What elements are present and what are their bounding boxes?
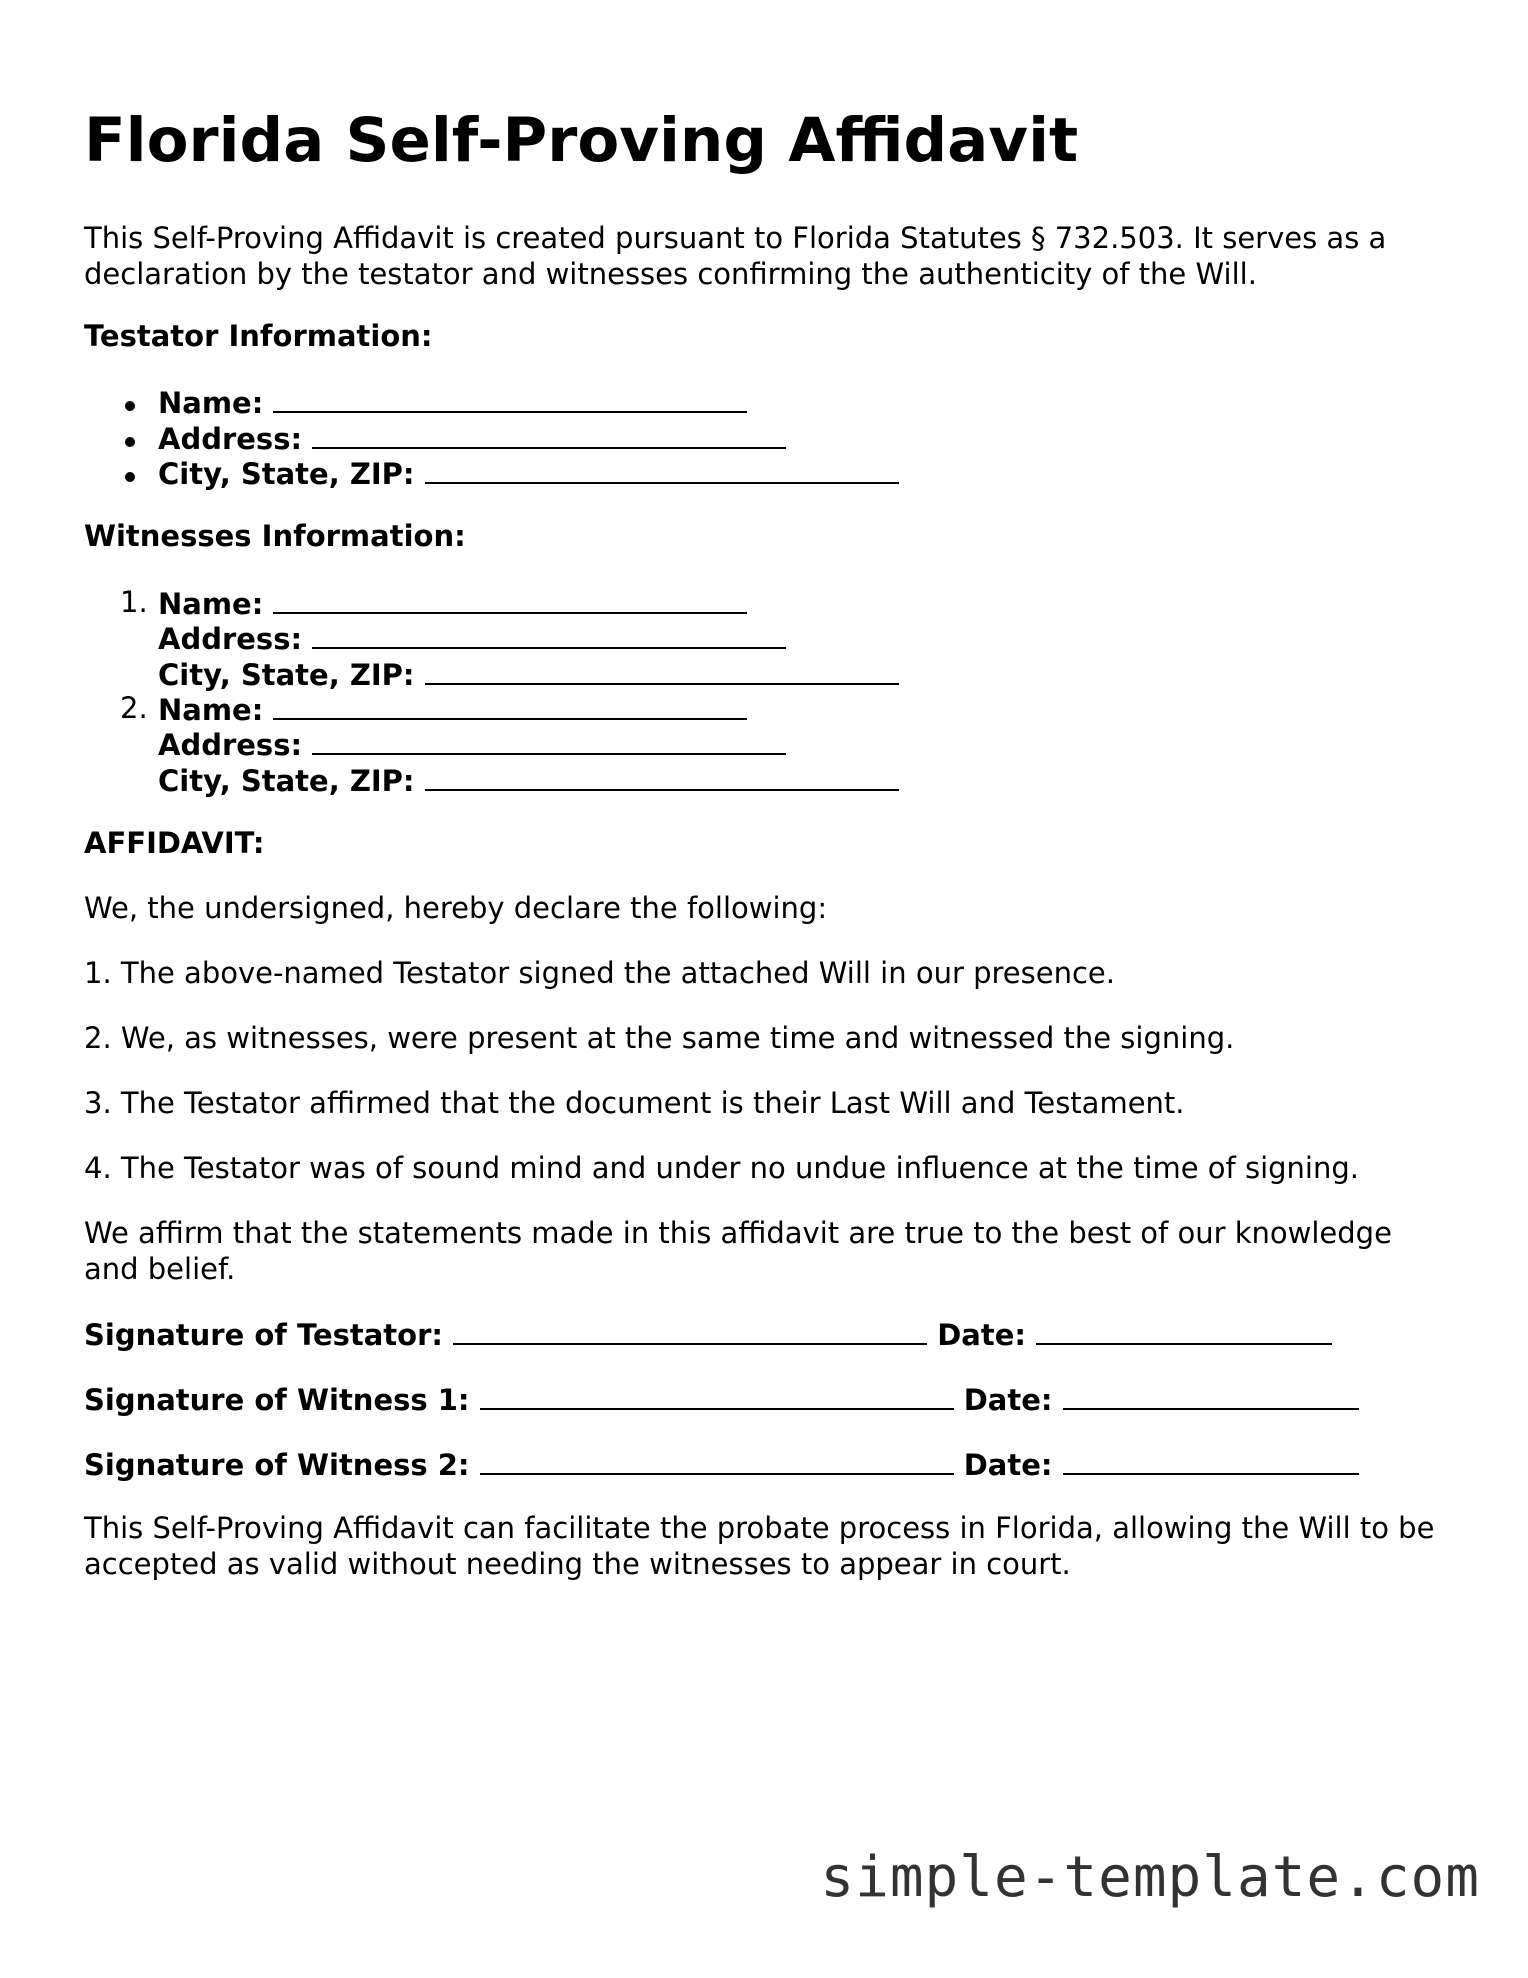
field-label: Name: [158, 386, 264, 420]
date-label: Date: [937, 1318, 1026, 1352]
bullet-icon [125, 437, 135, 447]
witness2-signature-blank[interactable] [480, 1445, 954, 1475]
signature-label: Signature of Testator: [84, 1318, 443, 1352]
witness1-name-blank[interactable] [273, 584, 747, 614]
witness2-address-blank[interactable] [312, 725, 786, 755]
affidavit-statement-1: 1. The above-named Testator signed the attached Will in our presence. [84, 956, 1115, 990]
affidavit-statement-3: 3. The Testator affirmed that the document is their Last Will and Testament. [84, 1086, 1185, 1120]
closing-paragraph: This Self-Proving Affidavit can facilitate the probate process in Florida, allowing the Will to be accepted as valid without needing the witnesses to appear in court. [84, 1511, 1435, 1581]
signature-label: Signature of Witness 1: [84, 1383, 470, 1417]
testator-city-state-zip-blank[interactable] [425, 454, 899, 484]
date-label: Date: [963, 1448, 1053, 1482]
list-marker: 2. [120, 691, 148, 725]
witness2-city-state-zip-field [158, 761, 899, 799]
testator-signature-line [84, 1315, 1332, 1353]
witness2-name-field [158, 690, 747, 728]
witness1-date-blank[interactable] [1063, 1380, 1359, 1410]
witness1-city-state-zip-field [158, 655, 899, 693]
testator-name-blank[interactable] [273, 383, 747, 413]
field-label: City, State, ZIP: [158, 764, 415, 798]
testator-date-blank[interactable] [1036, 1315, 1332, 1345]
witness2-signature-line [84, 1445, 1359, 1483]
witness1-address-field [158, 619, 786, 657]
bullet-icon [125, 401, 135, 411]
field-label: Address: [158, 622, 303, 656]
witness1-name-field [158, 584, 747, 622]
field-label: City, State, ZIP: [158, 457, 415, 491]
testator-address-field [158, 419, 786, 457]
witness1-address-blank[interactable] [312, 619, 786, 649]
date-label: Date: [963, 1383, 1053, 1417]
field-label: Address: [158, 728, 303, 762]
document-title: Florida Self-Proving Affidavit [84, 105, 1079, 176]
footer-brand-watermark: simple-template.com [820, 1845, 1480, 1910]
bullet-icon [125, 472, 135, 482]
witness2-address-field [158, 725, 786, 763]
witness1-signature-blank[interactable] [480, 1380, 954, 1410]
testator-address-blank[interactable] [312, 419, 786, 449]
field-label: Name: [158, 693, 264, 727]
intro-paragraph: This Self-Proving Affidavit is created pursuant to Florida Statutes § 732.503. It serves as a declaration by the testator and witnesses confirming the authenticity of the Will. [84, 221, 1387, 291]
witnesses-heading: Witnesses Information: [84, 519, 466, 553]
affidavit-heading: AFFIDAVIT: [84, 826, 265, 860]
testator-signature-blank[interactable] [453, 1315, 927, 1345]
affirmation-paragraph: We affirm that the statements made in this affidavit are true to the best of our knowledge and belief. [84, 1216, 1392, 1286]
affidavit-lead: We, the undersigned, hereby declare the following: [84, 891, 828, 925]
witness2-city-state-zip-blank[interactable] [425, 761, 899, 791]
affidavit-statement-2: 2. We, as witnesses, were present at the same time and witnessed the signing. [84, 1021, 1235, 1055]
list-marker: 1. [120, 585, 148, 619]
signature-label: Signature of Witness 2: [84, 1448, 470, 1482]
witness1-signature-line [84, 1380, 1359, 1418]
witness1-city-state-zip-blank[interactable] [425, 655, 899, 685]
witness2-date-blank[interactable] [1063, 1445, 1359, 1475]
field-label: City, State, ZIP: [158, 658, 415, 692]
testator-city-state-zip-field [158, 454, 899, 492]
testator-name-field [158, 383, 747, 421]
field-label: Name: [158, 587, 264, 621]
field-label: Address: [158, 422, 303, 456]
witness2-name-blank[interactable] [273, 690, 747, 720]
affidavit-statement-4: 4. The Testator was of sound mind and under no undue influence at the time of signing. [84, 1151, 1359, 1185]
testator-heading: Testator Information: [84, 319, 433, 353]
